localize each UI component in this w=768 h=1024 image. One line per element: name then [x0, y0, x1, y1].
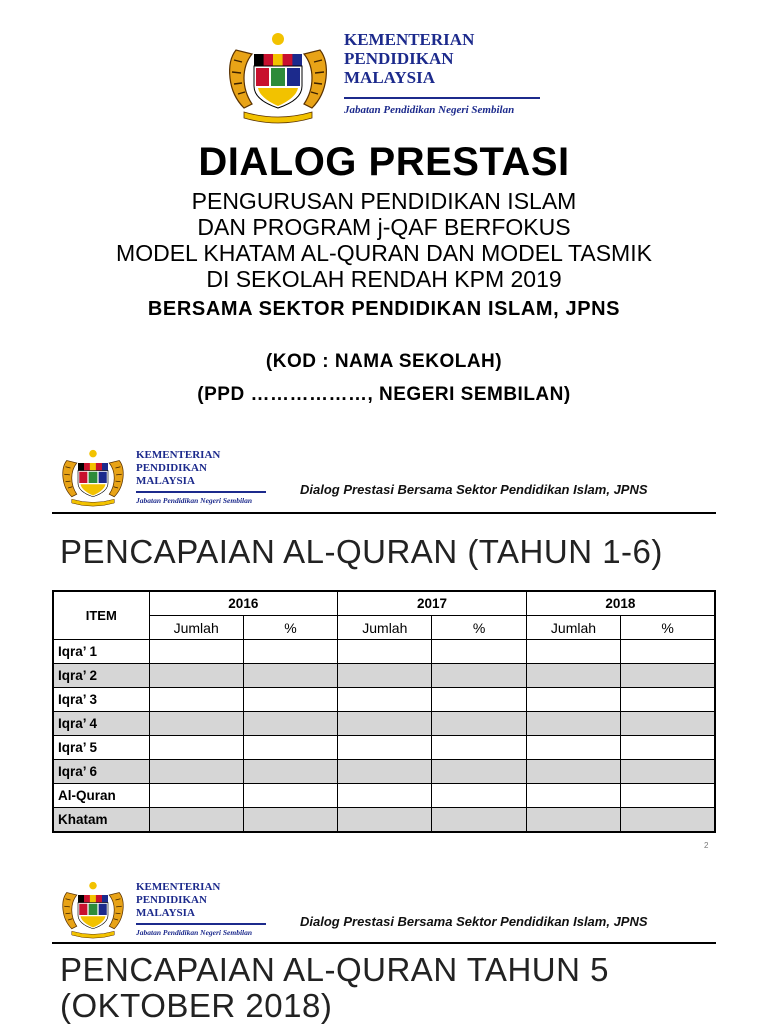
table-cell[interactable] — [621, 640, 715, 664]
org-line-2: PENDIDIKAN — [136, 894, 207, 906]
table-cell[interactable] — [338, 640, 432, 664]
achievement-table — [52, 590, 716, 833]
table-cell[interactable] — [338, 736, 432, 760]
row-label: Iqra’ 6 — [53, 760, 149, 784]
table-cell[interactable] — [149, 808, 243, 833]
table-cell[interactable] — [526, 688, 620, 712]
org-department: Jabatan Pendidikan Negeri Sembilan — [136, 928, 253, 937]
row-label: Iqra’ 3 — [53, 688, 149, 712]
ministry-crest-icon — [54, 880, 132, 940]
cover-bold-line: BERSAMA SEKTOR PENDIDIKAN ISLAM, JPNS — [147, 298, 621, 320]
org-line-1: KEMENTERIAN — [136, 449, 221, 461]
school-code-line: (KOD : NAMA SEKOLAH) — [265, 351, 503, 372]
row-label: Iqra’ 5 — [53, 736, 149, 760]
table-cell[interactable] — [149, 760, 243, 784]
ppd-line: (PPD ………………, NEGERI SEMBILAN) — [197, 384, 571, 405]
ministry-crest-icon — [218, 30, 338, 126]
table-cell[interactable] — [526, 760, 620, 784]
table-row — [53, 736, 715, 760]
table-cell[interactable] — [432, 712, 526, 736]
slide-divider — [52, 512, 716, 514]
table-row — [53, 688, 715, 712]
table-cell[interactable] — [526, 664, 620, 688]
table-cell[interactable] — [149, 640, 243, 664]
table-row — [53, 640, 715, 664]
org-divider — [136, 923, 266, 925]
table-cell[interactable] — [243, 784, 337, 808]
table-cell[interactable] — [621, 784, 715, 808]
table-cell[interactable] — [621, 664, 715, 688]
year-header: 2016 — [149, 591, 338, 616]
org-line-1: KEMENTERIAN — [344, 30, 475, 49]
row-label: Iqra’ 4 — [53, 712, 149, 736]
cover-line-3: MODEL KHATAM AL-QURAN DAN MODEL TASMIK — [116, 240, 652, 266]
table-cell[interactable] — [526, 712, 620, 736]
org-line-3: MALAYSIA — [136, 907, 195, 919]
org-department: Jabatan Pendidikan Negeri Sembilan — [136, 496, 253, 505]
percent-header: % — [621, 616, 715, 640]
table-cell[interactable] — [243, 760, 337, 784]
table-row — [53, 808, 715, 833]
org-divider — [344, 97, 540, 99]
percent-header: % — [243, 616, 337, 640]
table-cell[interactable] — [338, 808, 432, 833]
item-header: ITEM — [53, 591, 149, 640]
org-line-2: PENDIDIKAN — [344, 49, 454, 68]
section-title-line-2: (OKTOBER 2018) — [60, 987, 333, 1024]
org-name — [344, 30, 474, 87]
table-cell[interactable] — [432, 808, 526, 833]
jumlah-header: Jumlah — [149, 616, 243, 640]
table-cell[interactable] — [243, 712, 337, 736]
table-cell[interactable] — [243, 808, 337, 833]
section-title — [60, 952, 609, 1024]
org-line-1: KEMENTERIAN — [136, 881, 221, 893]
org-line-3: MALAYSIA — [136, 475, 195, 487]
table-cell[interactable] — [621, 712, 715, 736]
table-cell[interactable] — [432, 736, 526, 760]
table-cell[interactable] — [338, 784, 432, 808]
table-cell[interactable] — [149, 712, 243, 736]
slide-caption: Dialog Prestasi Bersama Sektor Pendidikan Islam, JPNS — [300, 914, 648, 929]
slide-divider — [52, 942, 716, 944]
table-row — [53, 712, 715, 736]
table-cell[interactable] — [621, 736, 715, 760]
ministry-crest-icon — [54, 448, 132, 508]
table-cell[interactable] — [432, 688, 526, 712]
table-cell[interactable] — [432, 760, 526, 784]
cover-subtitle — [0, 188, 768, 292]
jumlah-header: Jumlah — [526, 616, 620, 640]
table-row — [53, 760, 715, 784]
table-cell[interactable] — [338, 688, 432, 712]
table-cell[interactable] — [621, 808, 715, 833]
table-cell[interactable] — [149, 736, 243, 760]
table-cell[interactable] — [526, 784, 620, 808]
percent-header: % — [432, 616, 526, 640]
slide-caption: Dialog Prestasi Bersama Sektor Pendidikan Islam, JPNS — [300, 482, 648, 497]
table-row — [53, 664, 715, 688]
org-line-2: PENDIDIKAN — [136, 462, 207, 474]
table-cell[interactable] — [243, 688, 337, 712]
cover-line-1: PENGURUSAN PENDIDIKAN ISLAM — [191, 188, 577, 214]
jumlah-header: Jumlah — [338, 616, 432, 640]
table-cell[interactable] — [526, 640, 620, 664]
table-cell[interactable] — [243, 640, 337, 664]
table-subheader-row — [53, 616, 715, 640]
table-cell[interactable] — [526, 808, 620, 833]
slide2-org-name — [136, 881, 220, 920]
table-cell[interactable] — [338, 664, 432, 688]
table-cell[interactable] — [149, 688, 243, 712]
page-title: DIALOG PRESTASI — [198, 140, 570, 184]
table-cell[interactable] — [432, 784, 526, 808]
row-label: Iqra’ 2 — [53, 664, 149, 688]
page-number: 2 — [704, 841, 709, 850]
table-cell[interactable] — [149, 664, 243, 688]
table-cell[interactable] — [621, 688, 715, 712]
cover-line-2: DAN PROGRAM j-QAF BERFOKUS — [197, 214, 571, 240]
year-header: 2017 — [338, 591, 527, 616]
org-department: Jabatan Pendidikan Negeri Sembilan — [344, 104, 515, 116]
section-title-line-1: PENCAPAIAN AL-QURAN TAHUN 5 — [60, 951, 609, 988]
section-title: PENCAPAIAN AL-QURAN (TAHUN 1-6) — [60, 533, 663, 570]
table-cell[interactable] — [338, 760, 432, 784]
org-divider — [136, 491, 266, 493]
row-label: Khatam — [53, 808, 149, 833]
table-cell[interactable] — [149, 784, 243, 808]
table-cell[interactable] — [621, 760, 715, 784]
slide1-org-name — [136, 449, 220, 488]
org-line-3: MALAYSIA — [344, 68, 436, 87]
table-cell[interactable] — [243, 664, 337, 688]
cover-line-4: DI SEKOLAH RENDAH KPM 2019 — [206, 266, 562, 292]
table-cell[interactable] — [338, 712, 432, 736]
year-header: 2018 — [526, 591, 715, 616]
table-row — [53, 784, 715, 808]
table-header-row — [53, 591, 715, 616]
table-cell[interactable] — [526, 736, 620, 760]
table-cell[interactable] — [432, 640, 526, 664]
row-label: Al-Quran — [53, 784, 149, 808]
table-cell[interactable] — [243, 736, 337, 760]
table-cell[interactable] — [432, 664, 526, 688]
row-label: Iqra’ 1 — [53, 640, 149, 664]
